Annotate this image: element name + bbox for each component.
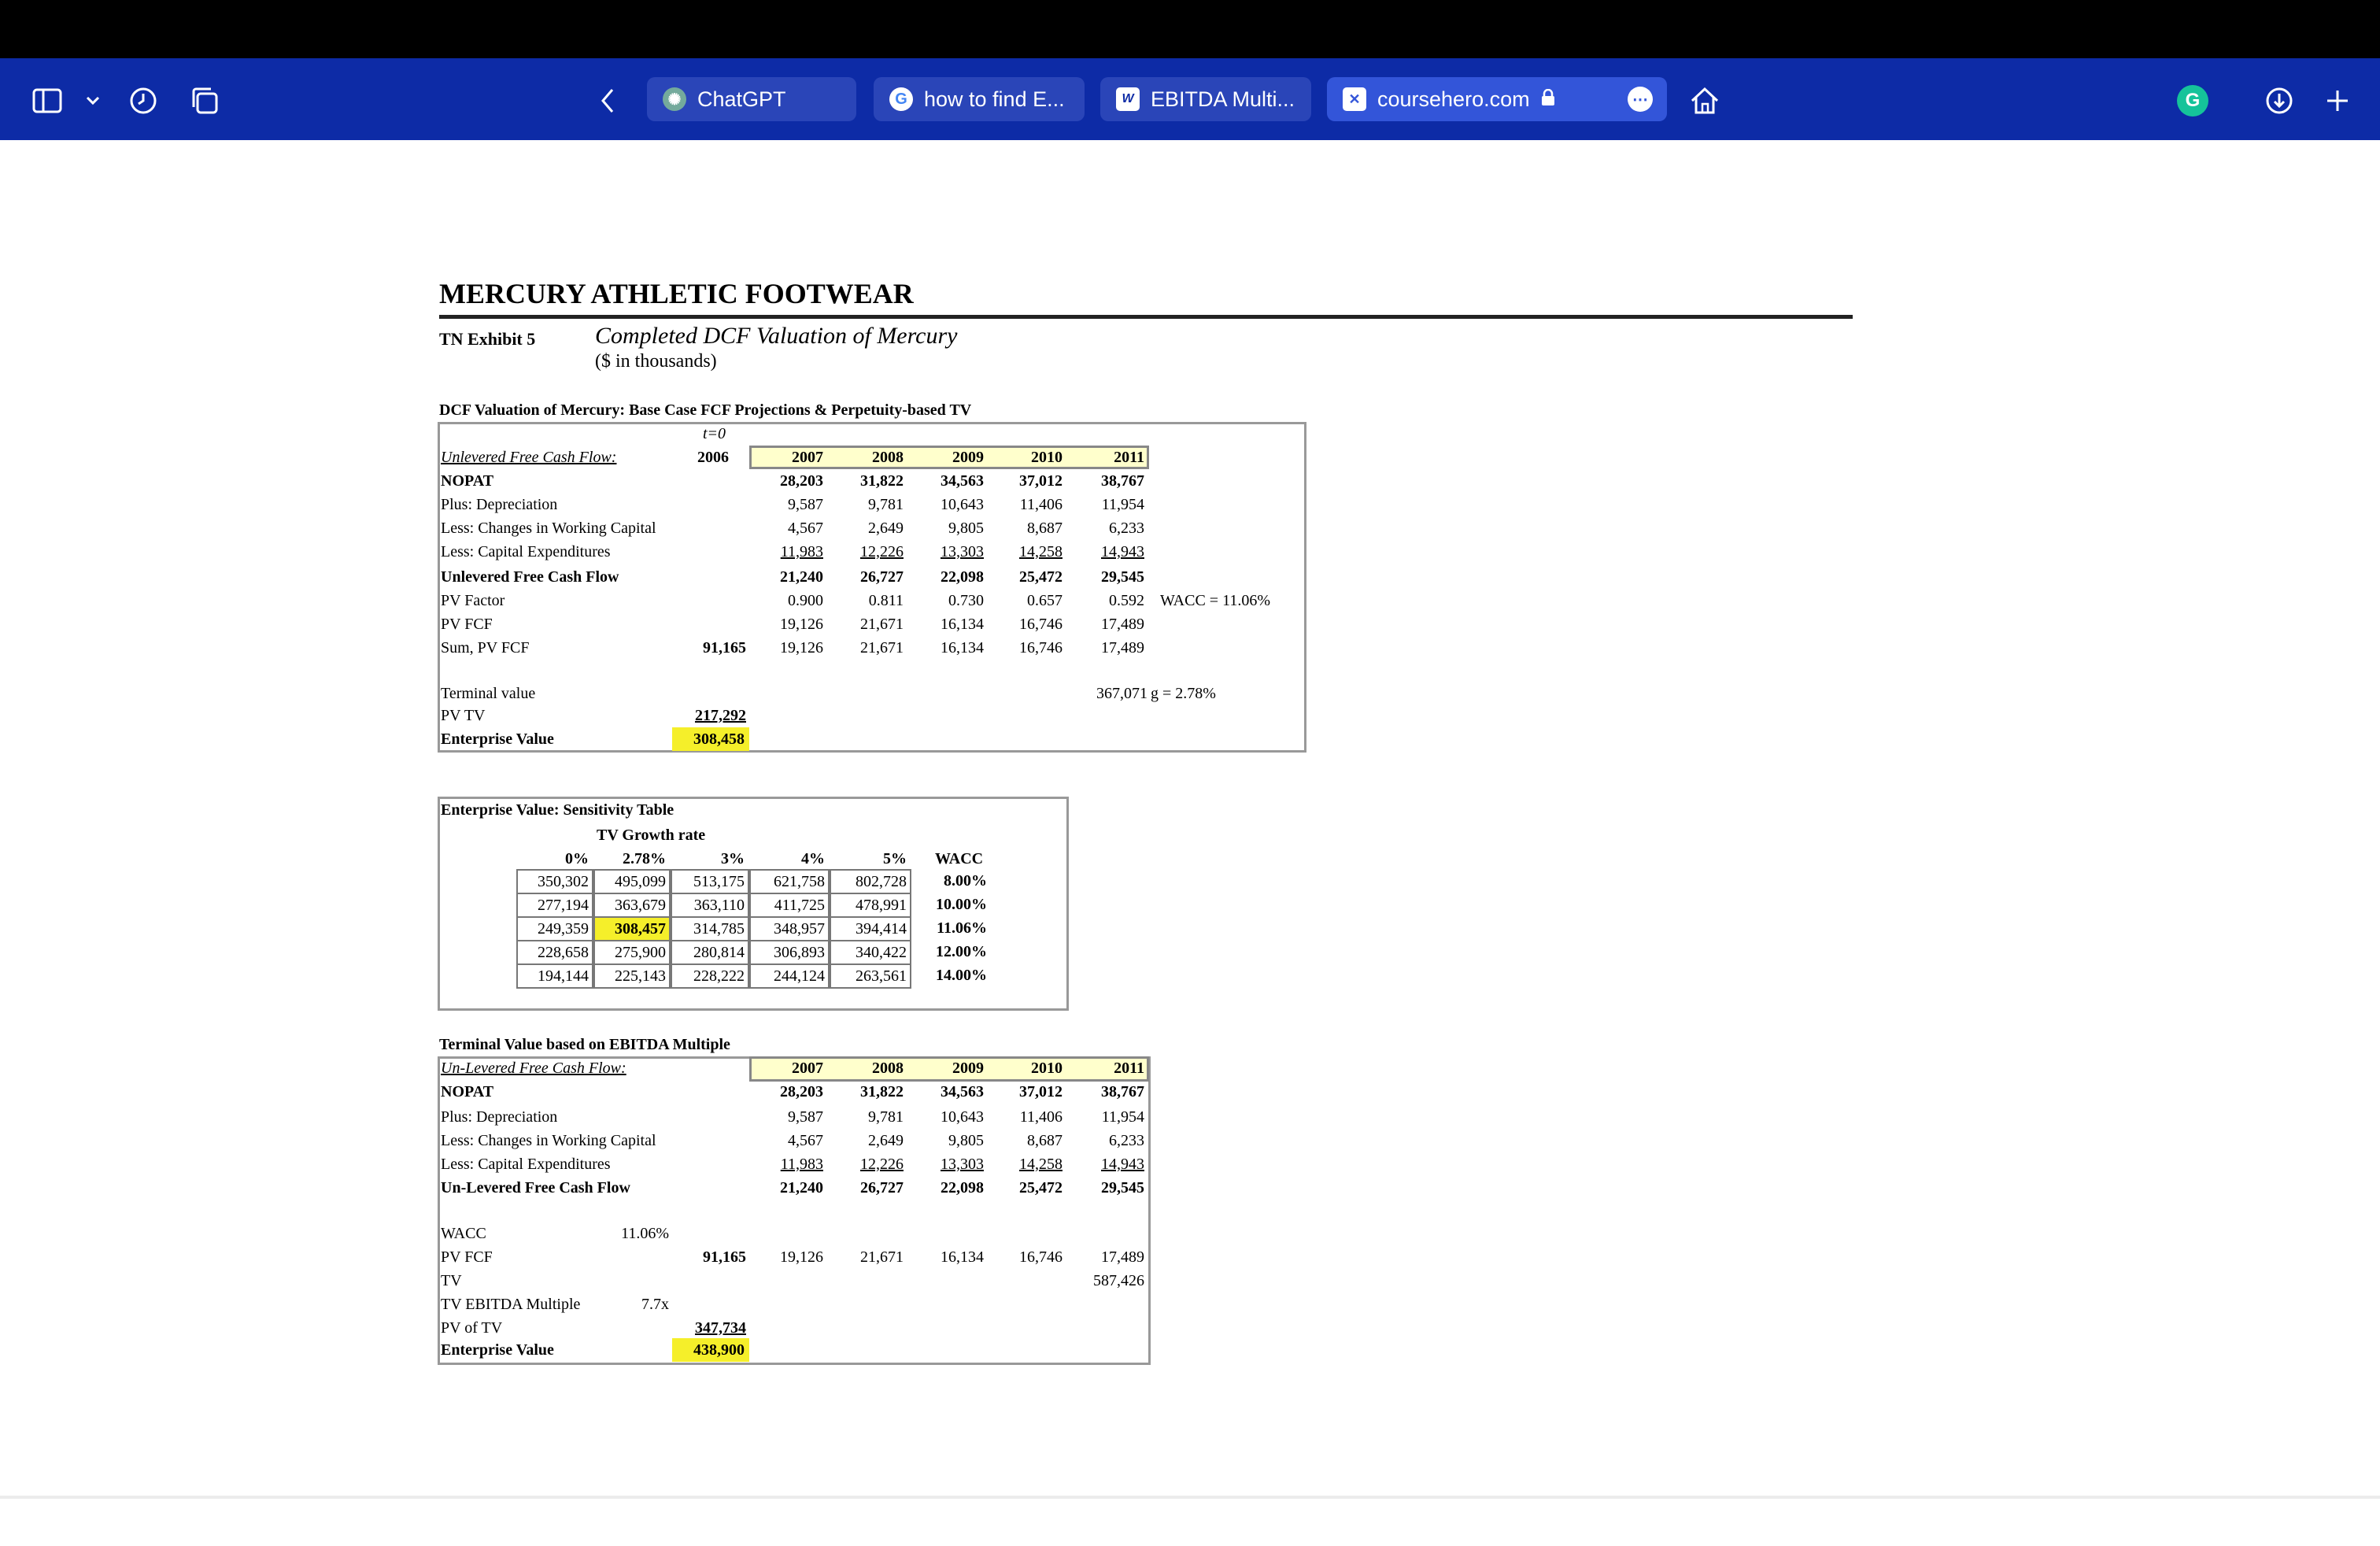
- sensitivity-cell: [516, 893, 593, 918]
- sensitivity-cell: [749, 869, 830, 894]
- tab-label: EBITDA Multi...: [1151, 87, 1295, 111]
- tv-value: 587,426: [1093, 1272, 1144, 1289]
- wacc-note: WACC = 11.06%: [1160, 592, 1270, 609]
- sensitivity-cell: [671, 916, 749, 941]
- terminal-label: Terminal value: [441, 685, 536, 702]
- sensitivity-value: 249,359: [538, 920, 589, 938]
- chatgpt-icon: ✺: [663, 87, 686, 111]
- sensitivity-value: 228,222: [693, 967, 745, 985]
- ebitda-cell: 28,203: [780, 1083, 823, 1100]
- ev-label: Enterprise Value: [441, 730, 554, 748]
- sensitivity-cell: [593, 940, 671, 965]
- dcf-cell: 21,240: [780, 568, 823, 586]
- dcf-cell: 9,587: [788, 496, 823, 513]
- ebitda-cell: 6,233: [1109, 1132, 1144, 1149]
- history-icon[interactable]: [128, 85, 159, 117]
- grammarly-icon[interactable]: G: [2177, 85, 2208, 117]
- ufcf-label: Unlevered Free Cash Flow:: [441, 449, 617, 466]
- sensitivity-value: 277,194: [538, 897, 589, 914]
- dcf-cell: 14,258: [1019, 543, 1062, 560]
- growth-rate-header: 3%: [721, 850, 745, 867]
- sensitivity-wacc: 10.00%: [936, 896, 987, 913]
- download-icon[interactable]: [2264, 85, 2295, 117]
- dcf-cell: 8,687: [1027, 520, 1062, 537]
- sensitivity-cell: [749, 940, 830, 965]
- sum-pv-fcf-total: 91,165: [703, 639, 746, 656]
- g-note: g = 2.78%: [1151, 685, 1216, 702]
- sensitivity-cell: [516, 940, 593, 965]
- sidebar-toggle-icon[interactable]: [31, 85, 63, 117]
- tab-google-search[interactable]: [874, 77, 1085, 121]
- sensitivity-value: 495,099: [615, 873, 666, 890]
- sensitivity-value: 513,175: [693, 873, 745, 890]
- document-page: [0, 140, 2380, 1496]
- sensitivity-value: 228,658: [538, 944, 589, 961]
- sensitivity-cell: [749, 963, 830, 989]
- dcf-cell: 38,767: [1101, 472, 1144, 490]
- ebitda-year-header: 2010: [1031, 1060, 1062, 1077]
- dcf-cell: 19,126: [780, 639, 823, 656]
- ebitda-wacc-value: 11.06%: [621, 1225, 669, 1242]
- sensitivity-cell: [593, 893, 671, 918]
- dcf-table: [438, 422, 1306, 753]
- lock-icon: [1541, 87, 1555, 112]
- sensitivity-value: 394,414: [856, 920, 907, 938]
- dcf-cell: 0.900: [788, 592, 823, 609]
- ebitda-pv-fcf-cell: 16,746: [1019, 1248, 1062, 1266]
- dcf-row-label: Less: Capital Expenditures: [441, 543, 611, 560]
- exhibit-subtitle: Completed DCF Valuation of Mercury: [595, 323, 958, 349]
- dcf-heading: DCF Valuation of Mercury: Base Case FCF Projections & Perpetuity-based TV: [439, 401, 972, 419]
- pv-tv-label: PV TV: [441, 707, 486, 724]
- ebitda-pv-fcf-cell: 17,489: [1101, 1248, 1144, 1266]
- dcf-cell: 19,126: [780, 616, 823, 633]
- ebitda-ev-value: 438,900: [693, 1341, 745, 1359]
- ebitda-cell: 9,805: [948, 1132, 984, 1149]
- ebitda-row-label: NOPAT: [441, 1083, 494, 1100]
- sensitivity-value: 194,144: [538, 967, 589, 985]
- ebitda-cell: 13,303: [941, 1156, 984, 1173]
- dcf-cell: 28,203: [780, 472, 823, 490]
- dcf-cell: 25,472: [1019, 568, 1062, 586]
- sensitivity-cell: [830, 940, 911, 965]
- sensitivity-value: 306,893: [774, 944, 825, 961]
- dcf-cell: 17,489: [1101, 616, 1144, 633]
- dcf-cell: 0.811: [868, 592, 904, 609]
- sensitivity-wacc-label: WACC: [935, 850, 984, 867]
- tab-label: how to find E...: [924, 87, 1065, 111]
- pv-tv-value: 217,292: [695, 707, 746, 724]
- sensitivity-cell: [749, 893, 830, 918]
- exhibit-label: TN Exhibit 5: [439, 329, 536, 349]
- browser-tab-bar: [0, 58, 2380, 140]
- dcf-row-label: Sum, PV FCF: [441, 639, 530, 656]
- wm-icon: W: [1116, 87, 1140, 111]
- ebitda-cell: 12,226: [860, 1156, 904, 1173]
- sensitivity-cell: [516, 963, 593, 989]
- sensitivity-cell: [593, 916, 671, 941]
- ebitda-cell: 26,727: [860, 1179, 904, 1196]
- ebitda-cell: 21,240: [780, 1179, 823, 1196]
- ebitda-cell: 22,098: [941, 1179, 984, 1196]
- sensitivity-cell: [671, 893, 749, 918]
- sensitivity-value: 263,561: [856, 967, 907, 985]
- dcf-year-header: 2008: [872, 449, 904, 466]
- dcf-cell: 11,406: [1019, 496, 1062, 513]
- sensitivity-value: 348,957: [774, 920, 825, 938]
- system-top-bar: [0, 0, 2380, 58]
- ebitda-year-header: 2009: [952, 1060, 984, 1077]
- sensitivity-wacc: 8.00%: [944, 872, 987, 890]
- tab-overview-icon[interactable]: [189, 85, 220, 117]
- dcf-row-label: PV Factor: [441, 592, 505, 609]
- dcf-cell: 11,954: [1101, 496, 1144, 513]
- sensitivity-cell: [830, 963, 911, 989]
- coursehero-icon: ✕: [1343, 87, 1366, 111]
- ebitda-ev-label: Enterprise Value: [441, 1341, 554, 1359]
- dcf-cell: 9,805: [948, 520, 984, 537]
- multiple-label: TV EBITDA Multiple: [441, 1296, 581, 1313]
- title-rule: [439, 315, 1853, 319]
- document-title: MERCURY ATHLETIC FOOTWEAR: [439, 278, 914, 309]
- dcf-year-header: 2011: [1114, 449, 1144, 466]
- growth-rate-header: 0%: [565, 850, 589, 867]
- tab-coursehero[interactable]: [1327, 77, 1667, 121]
- ebitda-year-header: 2011: [1114, 1060, 1144, 1077]
- dcf-cell: 13,303: [941, 543, 984, 560]
- ebitda-row-label: Un-Levered Free Cash Flow: [441, 1179, 630, 1196]
- terminal-value: 367,071: [1096, 685, 1148, 702]
- ebitda-pv-tv-label: PV of TV: [441, 1319, 503, 1337]
- ebitda-pv-fcf-cell: 19,126: [780, 1248, 823, 1266]
- ebitda-year-header: 2007: [792, 1060, 823, 1077]
- ebitda-cell: 38,767: [1101, 1083, 1144, 1100]
- google-icon: G: [889, 87, 913, 111]
- sensitivity-cell: [516, 869, 593, 894]
- base-year: 2006: [697, 449, 729, 466]
- sensitivity-value: 275,900: [615, 944, 666, 961]
- sensitivity-value: 478,991: [856, 897, 907, 914]
- dcf-cell: 29,545: [1101, 568, 1144, 586]
- ebitda-cell: 37,012: [1019, 1083, 1062, 1100]
- sensitivity-cell: [671, 963, 749, 989]
- ebitda-cell: 31,822: [860, 1083, 904, 1100]
- new-tab-icon[interactable]: [2322, 85, 2353, 117]
- growth-rate-header: 5%: [883, 850, 907, 867]
- ebitda-cell: 9,781: [868, 1108, 904, 1126]
- ebitda-pv-fcf-sum: 91,165: [703, 1248, 746, 1266]
- dcf-cell: 21,671: [860, 639, 904, 656]
- sensitivity-wacc: 14.00%: [936, 967, 987, 984]
- ebitda-cell: 25,472: [1019, 1179, 1062, 1196]
- dcf-cell: 0.592: [1109, 592, 1144, 609]
- growth-rate-label: TV Growth rate: [597, 827, 706, 844]
- dcf-cell: 16,134: [941, 639, 984, 656]
- ebitda-cell: 14,258: [1019, 1156, 1062, 1173]
- t0-label: t=0: [702, 425, 726, 442]
- ebitda-year-header: 2008: [872, 1060, 904, 1077]
- dcf-cell: 37,012: [1019, 472, 1062, 490]
- ebitda-pv-fcf-label: PV FCF: [441, 1248, 493, 1266]
- dcf-cell: 34,563: [941, 472, 984, 490]
- dcf-year-header: 2007: [792, 449, 823, 466]
- sensitivity-value: 363,679: [615, 897, 666, 914]
- sensitivity-cell: [830, 869, 911, 894]
- dcf-cell: 22,098: [941, 568, 984, 586]
- ebitda-cell: 11,406: [1019, 1108, 1062, 1126]
- tab-ebitda-multiple[interactable]: [1100, 77, 1311, 121]
- sensitivity-cell: [593, 963, 671, 989]
- ebitda-row-label: Less: Capital Expenditures: [441, 1156, 611, 1173]
- sensitivity-cell: [516, 916, 593, 941]
- sensitivity-value: 802,728: [856, 873, 907, 890]
- ebitda-table: [438, 1056, 1151, 1365]
- sensitivity-cell: [593, 869, 671, 894]
- sensitivity-cell: [671, 869, 749, 894]
- tab-label: coursehero.com: [1377, 87, 1530, 111]
- dcf-row-label: Less: Changes in Working Capital: [441, 520, 656, 537]
- dcf-row-label: PV FCF: [441, 616, 493, 633]
- ev-value: 308,458: [693, 730, 745, 748]
- more-options-icon[interactable]: ⋯: [1628, 87, 1653, 112]
- ebitda-heading: Terminal Value based on EBITDA Multiple: [439, 1036, 730, 1053]
- dcf-cell: 0.730: [948, 592, 984, 609]
- sensitivity-value: 363,110: [693, 897, 745, 914]
- ebitda-wacc-label: WACC: [441, 1225, 486, 1242]
- sensitivity-cell: [830, 893, 911, 918]
- sensitivity-cell: [671, 940, 749, 965]
- ebitda-row-label: Less: Changes in Working Capital: [441, 1132, 656, 1149]
- dcf-year-header: 2010: [1031, 449, 1062, 466]
- ebitda-cell: 29,545: [1101, 1179, 1144, 1196]
- ebitda-cell: 10,643: [941, 1108, 984, 1126]
- dcf-cell: 9,781: [868, 496, 904, 513]
- dcf-cell: 17,489: [1101, 639, 1144, 656]
- dcf-cell: 4,567: [788, 520, 823, 537]
- tv-label: TV: [441, 1272, 462, 1289]
- sensitivity-value: 350,302: [538, 873, 589, 890]
- growth-rate-header: 2.78%: [623, 850, 666, 867]
- dcf-cell: 16,746: [1019, 616, 1062, 633]
- dcf-cell: 12,226: [860, 543, 904, 560]
- dcf-cell: 14,943: [1101, 543, 1144, 560]
- sensitivity-wacc: 11.06%: [937, 919, 987, 937]
- ebitda-cell: 34,563: [941, 1083, 984, 1100]
- ebitda-pv-fcf-cell: 21,671: [860, 1248, 904, 1266]
- dcf-cell: 0.657: [1027, 592, 1062, 609]
- dcf-cell: 16,134: [941, 616, 984, 633]
- dcf-year-header: 2009: [952, 449, 984, 466]
- dcf-row-label: Unlevered Free Cash Flow: [441, 568, 619, 586]
- sensitivity-value: 411,725: [774, 897, 825, 914]
- tab-chatgpt[interactable]: [647, 77, 856, 121]
- dcf-cell: 11,983: [780, 543, 823, 560]
- sensitivity-value: 340,422: [856, 944, 907, 961]
- ebitda-cell: 11,954: [1101, 1108, 1144, 1126]
- tab-label: ChatGPT: [697, 87, 786, 111]
- sensitivity-cell: [830, 916, 911, 941]
- back-icon[interactable]: [592, 85, 623, 117]
- dcf-row-label: NOPAT: [441, 472, 494, 490]
- sensitivity-wacc: 12.00%: [936, 943, 987, 960]
- dcf-cell: 2,649: [868, 520, 904, 537]
- sensitivity-value: 314,785: [693, 920, 745, 938]
- dcf-cell: 31,822: [860, 472, 904, 490]
- dcf-cell: 26,727: [860, 568, 904, 586]
- multiple-value: 7.7x: [641, 1296, 669, 1313]
- units-note: ($ in thousands): [595, 351, 717, 372]
- ebitda-row-label: Plus: Depreciation: [441, 1108, 558, 1126]
- ebitda-cell: 14,943: [1101, 1156, 1144, 1173]
- ebitda-cell: 8,687: [1027, 1132, 1062, 1149]
- dcf-cell: 16,746: [1019, 639, 1062, 656]
- ebitda-cell: 9,587: [788, 1108, 823, 1126]
- dcf-cell: 6,233: [1109, 520, 1144, 537]
- growth-rate-header: 4%: [801, 850, 825, 867]
- sensitivity-value: 308,457: [615, 920, 666, 938]
- dcf-cell: 21,671: [860, 616, 904, 633]
- sensitivity-value: 280,814: [693, 944, 745, 961]
- dcf-cell: 10,643: [941, 496, 984, 513]
- ebitda-pv-tv-value: 347,734: [695, 1319, 746, 1337]
- home-icon[interactable]: [1689, 85, 1720, 117]
- sensitivity-cell: [749, 916, 830, 941]
- chevron-down-icon[interactable]: [77, 85, 109, 117]
- dcf-row-label: Plus: Depreciation: [441, 496, 558, 513]
- ebitda-cell: 4,567: [788, 1132, 823, 1149]
- ebitda-ufcf-label: Un-Levered Free Cash Flow:: [441, 1060, 626, 1077]
- ebitda-cell: 2,649: [868, 1132, 904, 1149]
- sensitivity-value: 244,124: [774, 967, 825, 985]
- sensitivity-value: 225,143: [615, 967, 666, 985]
- sensitivity-value: 621,758: [774, 873, 825, 890]
- sensitivity-heading: Enterprise Value: Sensitivity Table: [441, 801, 674, 819]
- ebitda-cell: 11,983: [780, 1156, 823, 1173]
- page-bottom-divider: [0, 1496, 2380, 1499]
- ebitda-pv-fcf-cell: 16,134: [941, 1248, 984, 1266]
